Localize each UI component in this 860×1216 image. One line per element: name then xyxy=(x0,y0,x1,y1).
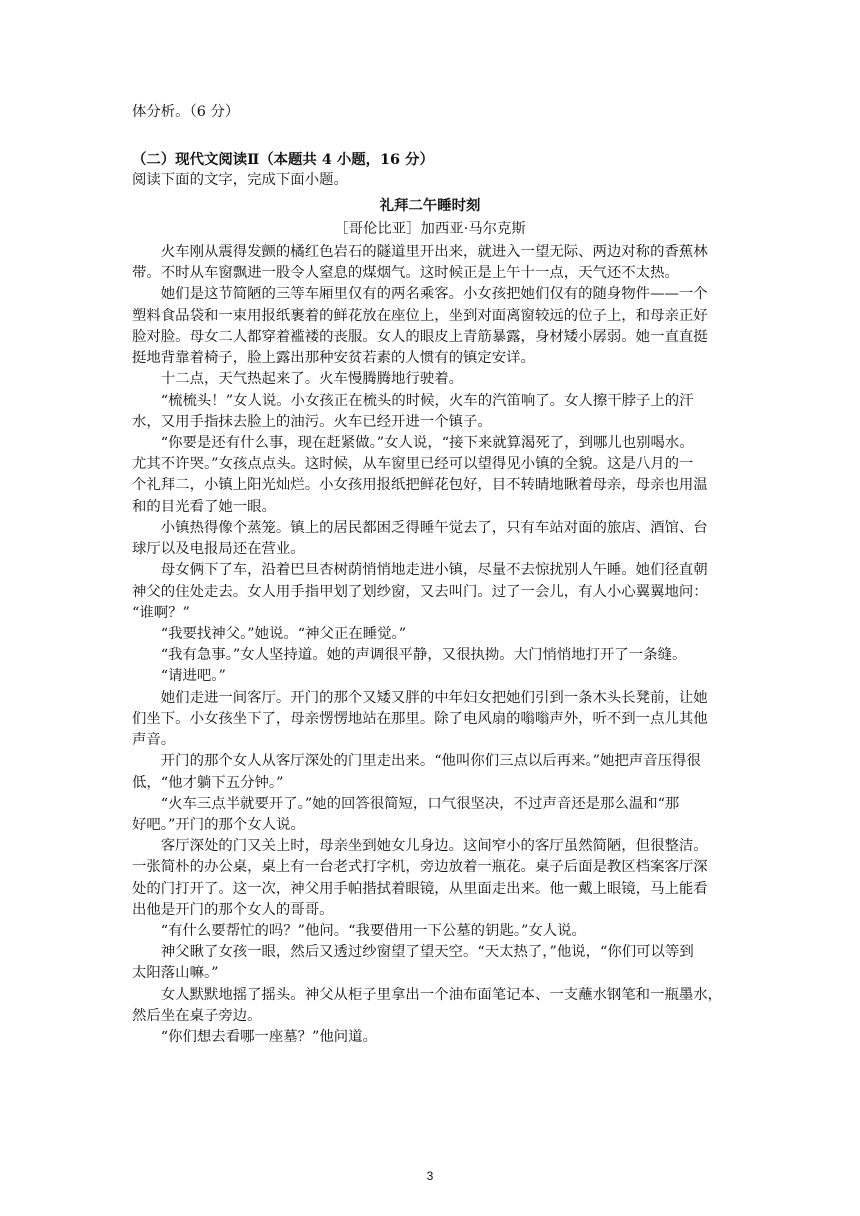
body-line: 客厅深处的门又关上时，母亲坐到她女儿身边。这间窄小的客厅虽然简陋，但很整洁。 xyxy=(132,838,708,855)
body-line: 挺地背靠着椅子，脸上露出那种安贫若素的人惯有的镇定安详。 xyxy=(132,350,535,367)
body-line: 小镇热得像个蒸笼。镇上的居民都困乏得睡午觉去了，只有车站对面的旅店、酒馆、台 xyxy=(132,519,708,536)
body-line: “谁啊？” xyxy=(132,604,190,621)
body-line: “火车三点半就要开了。”她的回答很简短，口气很坚决，不过声音还是那么温和“那 xyxy=(132,795,680,812)
body-line: “请进吧。” xyxy=(132,668,226,685)
previous-question-tail: 体分析。（6 分） xyxy=(132,104,240,120)
body-line: 火车刚从震得发颤的橘红色岩石的隧道里开出来，就进入一望无际、两边对称的香蕉林 xyxy=(132,244,708,260)
body-line: 带。不时从车窗飘进一股令人窒息的煤烟气。这时候正是上午十一点，天气还不太热。 xyxy=(132,265,679,282)
body-line: 声音。 xyxy=(132,732,176,749)
body-line: 神父瞅了女孩一眼，然后又透过纱窗望了望天空。“天太热了，”他说，“你们可以等到 xyxy=(132,944,694,961)
body-line: “我有急事。”女人坚持道。她的声调很平静，又很执拗。大门悄悄地打开了一条缝。 xyxy=(132,647,687,664)
section-heading: （二）现代文阅读Ⅱ（本题共 4 小题，16 分） xyxy=(132,151,434,168)
body-line: 太阳落山嘛。” xyxy=(132,965,219,982)
body-line: 开门的那个女人从客厅深处的门里走出来。“他叫你们三点以后再来。”她把声音压得很 xyxy=(132,753,701,770)
body-line: “有什么要帮忙的吗？”他问。“我要借用一下公墓的钥匙。”女人说。 xyxy=(132,923,586,940)
body-line: 尤其不许哭。”女孩点点头。这时候，从车窗里已经可以望得见小镇的全貌。这是八月的一 xyxy=(132,456,694,473)
story-author: ［哥伦比亚］加西亚·马尔克斯 xyxy=(334,221,526,237)
body-line: 处的门打开了。这一次，神父用手帕揩拭着眼镜，从里面走出来。他一戴上眼镜，马上能看 xyxy=(132,880,708,897)
body-line: 神父的住处走去。女人用手指甲划了划纱窗，又去叫门。过了一会儿，有人小心翼翼地问： xyxy=(132,583,708,600)
body-line: 和的目光看了她一眼。 xyxy=(132,498,276,515)
body-line: 她们是这节简陋的三等车厢里仅有的两名乘客。小女孩把她们仅有的随身物件——一个 xyxy=(132,286,708,303)
story-title: 礼拜二午睡时刻 xyxy=(379,197,481,214)
body-line: 塑料食品袋和一束用报纸裹着的鲜花放在座位上，坐到对面离窗较远的位子上，和母亲正好 xyxy=(132,307,708,324)
body-line: 一张简朴的办公桌，桌上有一台老式打字机，旁边放着一瓶花。桌子后面是教区档案客厅深 xyxy=(132,859,708,876)
body-line: 女人默默地摇了摇头。神父从柜子里拿出一个油布面笔记本、一支蘸水钢笔和一瓶墨水， xyxy=(132,986,723,1003)
body-line: 好吧。”开门的那个女人说。 xyxy=(132,816,305,833)
body-line: 然后坐在桌子旁边。 xyxy=(132,1007,262,1024)
page-number: 3 xyxy=(426,1169,434,1183)
body-line: 母女俩下了车，沿着巴旦杏树荫悄悄地走进小镇，尽量不去惊扰别人午睡。她们径直朝 xyxy=(132,562,708,579)
body-line: “你们想去看哪一座墓？”他问道。 xyxy=(132,1029,377,1046)
body-line: “你要是还有什么事，现在赶紧做。”女人说，“接下来就算渴死了，到哪儿也别喝水。 xyxy=(132,434,694,451)
body-line: 脸对脸。母女二人都穿着褴褛的丧服。女人的眼皮上青筋暴露，身材矮小孱弱。她一直直挺 xyxy=(132,328,708,345)
body-line: 个礼拜二，小镇上阳光灿烂。小女孩用报纸把鲜花包好，目不转睛地瞅着母亲，母亲也用温 xyxy=(132,477,708,494)
body-line: 她们走进一间客厅。开门的那个又矮又胖的中年妇女把她们引到一条木头长凳前，让她 xyxy=(132,689,708,706)
body-line: “梳梳头！”女人说。小女孩正在梳头的时候，火车的汽笛响了。女人擦干脖子上的汗 xyxy=(132,392,694,409)
body-line: 十二点，天气热起来了。火车慢腾腾地行驶着。 xyxy=(132,371,463,388)
body-line: 们坐下。小女孩坐下了，母亲愣愣地站在那里。除了电风扇的嗡嗡声外，听不到一点儿其他 xyxy=(132,710,708,727)
body-line: 出他是开门的那个女人的哥哥。 xyxy=(132,901,334,918)
reading-instruction: 阅读下面的文字，完成下面小题。 xyxy=(132,172,348,188)
body-line: 水，又用手指抹去脸上的油污。火车已经开进一个镇子。 xyxy=(132,413,492,430)
body-line: “我要找神父。”她说。“神父正在睡觉。” xyxy=(132,625,407,642)
body-line: 球厅以及电报局还在营业。 xyxy=(132,541,305,558)
body-line: 低，“他才躺下五分钟。” xyxy=(132,774,284,791)
